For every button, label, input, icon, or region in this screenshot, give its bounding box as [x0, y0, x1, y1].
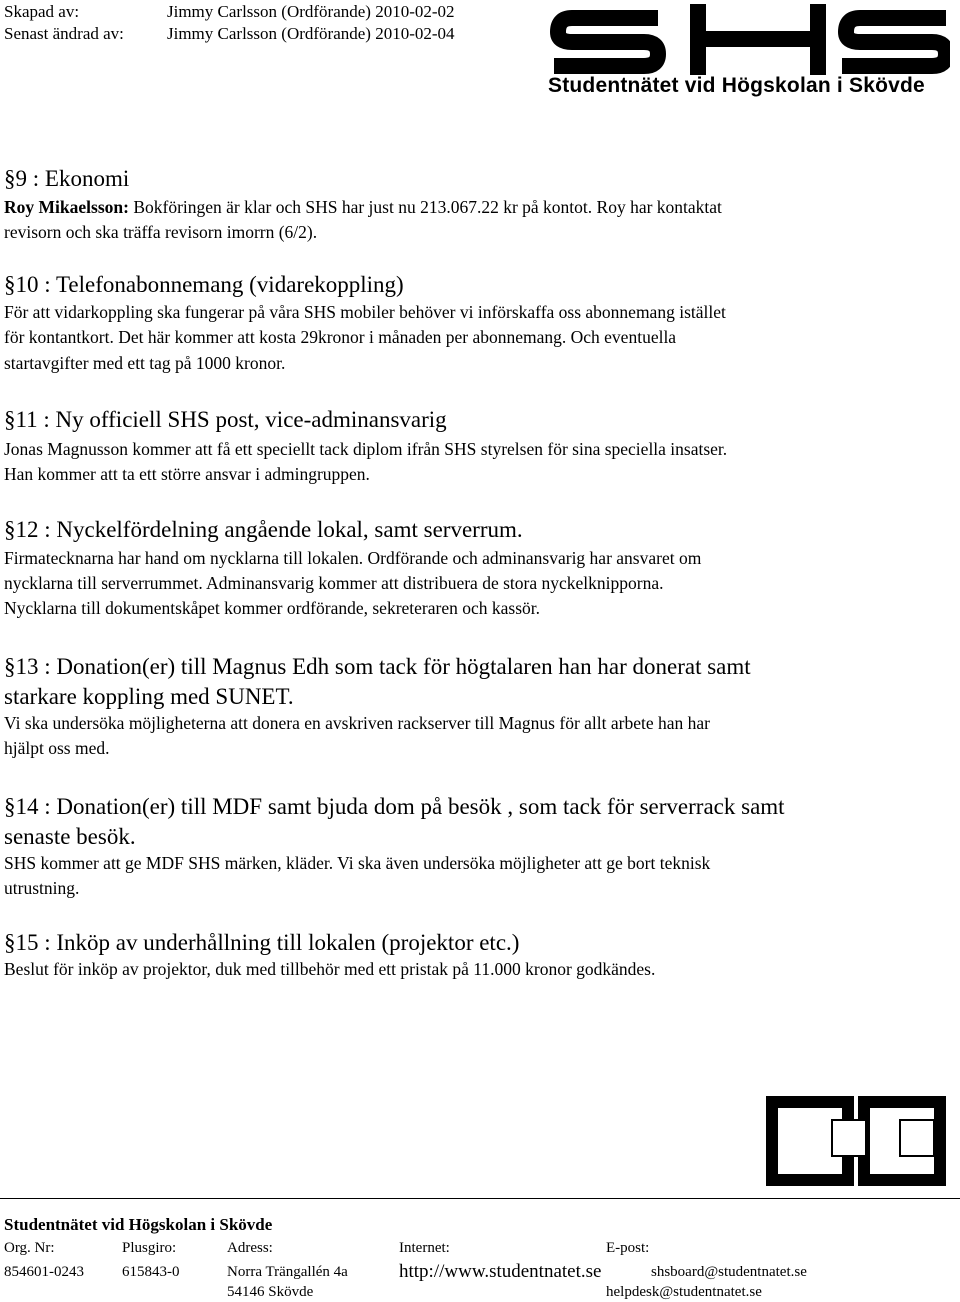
- created-label: Skapad av:: [4, 2, 80, 21]
- section-12-line-1: Firmatecknarna har hand om nycklarna till lokalen. Ordförande och adminansvarig har ansvaret om: [4, 548, 702, 568]
- section-12-line-2: nycklarna till serverrummet. Adminansvarig kommer att distribuera de stora nyckelknipporna.: [4, 573, 664, 593]
- section-10-line-3: startavgifter med ett tag på 1000 kronor.: [4, 353, 286, 373]
- created-value: Jimmy Carlsson (Ordförande) 2010-02-02: [167, 2, 455, 21]
- section-9-line-2: revisorn och ska träffa revisorn imorrn (6/2).: [4, 222, 318, 242]
- section-14-line-2: utrustning.: [4, 878, 80, 898]
- footer-label-internet: Internet:: [399, 1240, 450, 1256]
- section-14-line-1: SHS kommer att ge MDF SHS märken, kläder. Vi ska även undersöka möjligheter att ge bort teknisk: [4, 853, 711, 873]
- section-13-title-line-2: starkare koppling med SUNET.: [4, 684, 294, 709]
- section-12-line-3: Nycklarna till dokumentskåpet kommer ordförande, sekreteraren och kassör.: [4, 598, 540, 618]
- logo-subtitle: Studentnätet vid Högskolan i Skövde: [548, 74, 925, 97]
- footer-label-adress: Adress:: [227, 1240, 273, 1256]
- footer-plusgiro: 615843-0: [122, 1264, 180, 1280]
- speaker-name: Roy Mikaelsson:: [4, 197, 129, 217]
- shs-logo: [548, 2, 950, 77]
- section-11-line-1: Jonas Magnusson kommer att få ett speciellt tack diplom ifrån SHS styrelsen för sina speciella insatser.: [4, 439, 728, 459]
- section-9-line-1: [4, 195, 722, 220]
- section-13-title: §13 : Donation(er) till Magnus Edh som tack för högtalaren han har donerat samt: [4, 654, 751, 679]
- section-14-title: §14 : Donation(er) till MDF samt bjuda dom på besök , som tack för serverrack samt: [4, 794, 785, 819]
- footer-address-line-2: 54146 Skövde: [227, 1284, 314, 1300]
- footer-email-board[interactable]: shsboard@studentnatet.se: [651, 1264, 807, 1280]
- changed-value: Jimmy Carlsson (Ordförande) 2010-02-04: [167, 24, 455, 43]
- footer-org-nr: 854601-0243: [4, 1264, 84, 1280]
- section-13-line-2: hjälpt oss med.: [4, 738, 110, 758]
- section-10-line-1: För att vidarkoppling ska fungerar på våra SHS mobiler behöver vi införskaffa oss abonnemang istället: [4, 302, 726, 322]
- section-11-title: §11 : Ny officiell SHS post, vice-adminansvarig: [4, 407, 447, 432]
- footer-address-line-1: Norra Trängallén 4a: [227, 1264, 348, 1280]
- footer-label-epost: E-post:: [606, 1240, 650, 1256]
- section-15-line-1: Beslut för inköp av projektor, duk med tillbehör med ett pristak på 11.000 kronor godkändes.: [4, 959, 656, 979]
- section-11-line-2: Han kommer att ta ett större ansvar i admingruppen.: [4, 464, 370, 484]
- section-10-title: §10 : Telefonabonnemang (vidarekoppling): [4, 272, 404, 297]
- section-9-line-1-text: Bokföringen är klar och SHS har just nu 213.067.22 kr på kontot. Roy har kontaktat: [128, 197, 722, 217]
- section-9-title: §9 : Ekonomi: [4, 166, 130, 191]
- footer-label-plusgiro: Plusgiro:: [122, 1240, 177, 1256]
- section-10-line-2: för kontantkort. Det här kommer att kosta 29kronor i månaden per abonnemang. Och eventuella: [4, 327, 677, 347]
- footer-website-link[interactable]: http://www.studentnatet.se: [399, 1261, 602, 1282]
- section-15-title: §15 : Inköp av underhållning till lokalen (projektor etc.): [4, 930, 520, 955]
- section-13-line-1: Vi ska undersöka möjligheterna att donera en avskriven rackserver till Magnus för allt arbete han har: [4, 713, 710, 733]
- footer-email-helpdesk[interactable]: helpdesk@studentnatet.se: [606, 1284, 762, 1300]
- changed-label: Senast ändrad av:: [4, 24, 124, 43]
- footer-divider: [0, 1198, 960, 1199]
- footer-label-org-nr: Org. Nr:: [4, 1240, 55, 1256]
- logo-letters-text: SHS: [548, 2, 550, 3]
- section-12-title: §12 : Nyckelfördelning angående lokal, samt serverrum.: [4, 517, 523, 542]
- footer-org-name: Studentnätet vid Högskolan i Skövde: [4, 1215, 273, 1234]
- footer-logo-mark: [766, 1096, 952, 1186]
- section-14-title-line-2: senaste besök.: [4, 824, 136, 849]
